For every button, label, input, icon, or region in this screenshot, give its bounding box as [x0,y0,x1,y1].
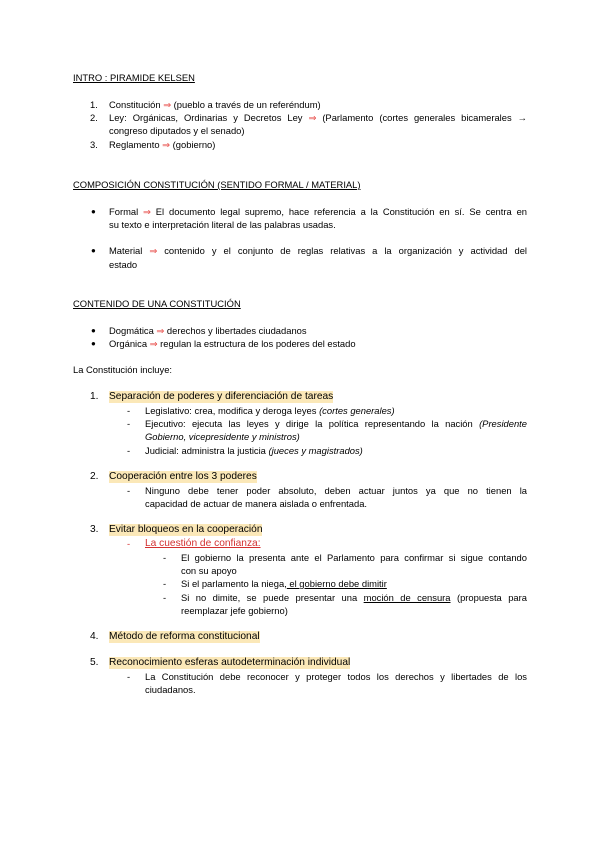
section-5-line2: ciudadanos. [145,684,196,695]
intro-item-2-label: Ley: Orgánicas, Ordinarias y Decretos Ley [109,112,303,123]
composicion-formal-label: Formal [109,206,139,217]
section-1-title: Separación de poderes y diferenciación de tareas [109,391,334,402]
section-5-number: 5. [90,657,99,668]
arrow-icon: ⇒ [163,99,172,110]
intro-item-2-number: 2. [90,112,98,123]
section-1-number: 1. [90,391,99,402]
confianza-item-a-line2: con su apoyo [181,565,237,576]
cuestion-confianza-heading: La cuestión de confianza: [145,538,261,549]
dash-icon: - [127,405,131,416]
composicion-material-label: Material [109,245,143,256]
section-2-line2: capacidad de actuar de manera aislada o enfrentada. [145,498,368,509]
confianza-item-b-text: Si el parlamento la niega, [181,578,287,589]
legislativo-item [145,405,395,417]
section-5-line1 [145,671,527,683]
bullet-icon: ● [91,207,96,216]
composicion-heading: COMPOSICIÓN CONSTITUCIÓN (SENTIDO FORMAL / MATERIAL) [73,179,361,190]
judicial-text: Judicial: administra la justicia [145,445,266,456]
section-2-text: Ninguno debe tener poder absoluto, deben actuar juntos ya que no tienen la [145,485,527,496]
confianza-item-a [181,552,527,564]
section-3-number: 3. [90,524,99,535]
dash-icon: - [127,485,131,496]
intro-item-1-label: Constitución [109,99,161,110]
composicion-formal [109,206,527,218]
intro-item-3 [109,139,215,151]
ejecutivo-italic-2: Gobierno, vicepresidente y ministros) [145,431,300,442]
section-5-title: Reconocimiento esferas autodeterminación individual [109,657,351,668]
judicial-item [145,445,363,457]
intro-item-2-text: (Parlamento (cortes generales bicamerales → [322,112,528,123]
section-2-line1 [145,485,527,497]
arrow-icon: ⇒ [156,325,165,336]
mocion-censura: moción de censura [363,592,451,603]
confianza-item-c-text: Si no dimite, se puede presentar una [181,592,358,603]
section-4-number: 4. [90,631,99,642]
intro-item-3-number: 3. [90,139,98,150]
arrow-icon: ⇒ [162,139,171,150]
composicion-material-text: contenido y el conjunto de reglas relativas a la organización y actividad del [164,245,527,256]
contenido-organica [109,338,356,350]
arrow-icon: ⇒ [149,245,158,256]
arrow-icon: ⇒ [143,206,151,217]
composicion-material [109,245,527,257]
confianza-item-a-text: El gobierno la presenta ante el Parlamento para confirmar si sigue contando [181,552,527,563]
dash-icon: - [163,578,167,589]
dash-icon: - [163,592,167,603]
intro-item-3-label: Reglamento [109,139,160,150]
bullet-icon: ● [91,339,96,348]
intro-heading: INTRO : PIRAMIDE KELSEN [73,72,195,83]
intro-item-3-text: (gobierno) [172,139,216,150]
ejecutivo-text: Ejecutivo: ejecuta las leyes y dirige la política representando la nación [145,418,473,429]
confianza-item-b [181,578,387,590]
confianza-item-c-line2: reemplazar jefe gobierno) [181,605,288,616]
section-5-text: La Constitución debe reconocer y proteger todos los derechos y libertades de los [145,671,527,682]
dash-icon: - [163,552,167,563]
bullet-icon: ● [91,246,96,255]
intro-item-2 [109,112,527,124]
dash-icon: - [127,538,131,549]
legislativo-italic: (cortes generales) [319,405,395,416]
confianza-item-c-post: (propuesta para [456,592,527,603]
dash-icon: - [127,671,131,682]
dash-icon: - [127,418,131,429]
intro-item-1-number: 1. [90,99,98,110]
composicion-formal-line2: su texto e interpretación literal de las palabras usadas. [109,219,336,230]
intro-item-2-continuation: congreso diputados y el senado) [109,125,245,136]
contenido-heading: CONTENIDO DE UNA CONSTITUCIÓN [73,298,241,309]
section-3-title: Evitar bloqueos en la cooperación [109,524,263,535]
contenido-organica-label: Orgánica [109,338,148,349]
incluye-intro: La Constitución incluye: [73,364,173,375]
contenido-dogmatica-text: derechos y libertades ciudadanos [166,325,307,336]
contenido-dogmatica [109,325,307,337]
bullet-icon: ● [91,326,96,335]
composicion-material-line2: estado [109,259,138,270]
legislativo-text: Legislativo: crea, modifica y deroga leyes [145,405,317,416]
contenido-organica-text: regulan la estructura de los poderes del estado [160,338,356,349]
contenido-dogmatica-label: Dogmática [109,325,154,336]
dash-icon: - [127,445,131,456]
arrow-icon: ⇒ [149,338,158,349]
section-2-number: 2. [90,471,99,482]
arrow-icon: ⇒ [308,112,317,123]
section-2-title: Cooperación entre los 3 poderes [109,471,257,482]
ejecutivo-italic: (Presidente [479,418,528,429]
confianza-item-c [181,592,527,604]
intro-item-1 [109,99,321,111]
section-4-title: Método de reforma constitucional [109,631,260,642]
ejecutivo-item [145,418,527,430]
confianza-item-b-underlined: el gobierno debe dimitir [286,578,387,589]
ejecutivo-line2 [145,431,300,443]
composicion-formal-text: El documento legal supremo, hace referencia a la Constitución en sí. Se centra en [155,206,528,217]
judicial-italic: (jueces y magistrados) [268,445,363,456]
intro-item-1-text: (pueblo a través de un referéndum) [173,99,321,110]
